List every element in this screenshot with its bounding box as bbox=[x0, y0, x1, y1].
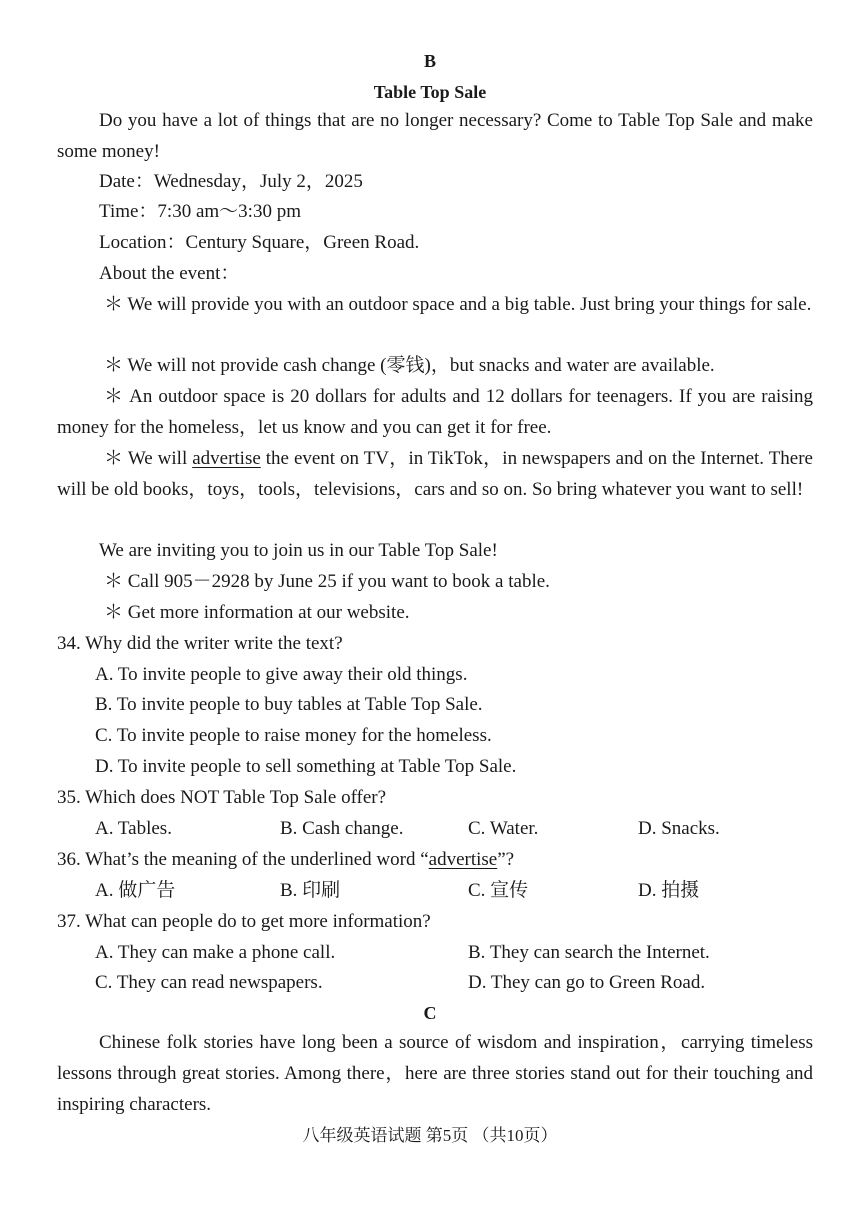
about-heading: About the event： bbox=[99, 263, 240, 284]
section-c-intro: Chinese folk stories have long been a source of wisdom and inspiration，carrying timeless lessons through great stories. Among there，here are three stories stand out for their touching and inspiring characters. bbox=[57, 1032, 813, 1115]
question-36-stem bbox=[57, 845, 514, 876]
bullet-website: ＊ Get more information at our website. bbox=[104, 602, 410, 623]
question-36-option-d: D. 拍摄 bbox=[638, 880, 700, 901]
question-34-stem: 34. Why did the writer write the text? bbox=[57, 633, 343, 654]
question-34-option-d: D. To invite people to sell something at Table Top Sale. bbox=[95, 756, 517, 777]
question-37-option-d: D. They can go to Green Road. bbox=[468, 972, 706, 993]
question-36-option-a: A. 做广告 bbox=[95, 880, 176, 901]
question-35-option-c: C. Water. bbox=[468, 818, 539, 839]
question-37-option-a: A. They can make a phone call. bbox=[95, 942, 336, 963]
question-36-stem-before: 36. What’s the meaning of the underlined word “ bbox=[57, 849, 429, 870]
event-time: Time：7:30 am～3:30 pm bbox=[99, 201, 301, 222]
section-b-letter: B bbox=[423, 51, 436, 71]
question-35-option-b: B. Cash change. bbox=[280, 818, 404, 839]
question-36-option-b: B. 印刷 bbox=[280, 880, 341, 901]
question-37-stem: 37. What can people do to get more information? bbox=[57, 911, 431, 932]
bullet-advertise-text-after: the event on TV，in TikTok，in newspapers and on the Internet. There will be old books，toys，tools，televisions，cars and so on. So bring whatever you want to sell! bbox=[57, 448, 813, 500]
question-34-option-a: A. To invite people to give away their old things. bbox=[95, 664, 468, 685]
question-37-option-b: B. They can search the Internet. bbox=[468, 942, 710, 963]
page-footer: 八年级英语试题 第5页 （共10页） bbox=[302, 1126, 558, 1145]
bullet-advertise bbox=[57, 444, 813, 506]
intro-paragraph: Do you have a lot of things that are no longer necessary? Come to Table Top Sale and make some money! bbox=[57, 110, 813, 162]
question-37-option-c: C. They can read newspapers. bbox=[95, 972, 323, 993]
passage-title: Table Top Sale bbox=[373, 82, 487, 102]
underlined-word: advertise bbox=[192, 448, 261, 469]
question-34-option-b: B. To invite people to buy tables at Table Top Sale. bbox=[95, 694, 483, 715]
question-36-option-c: C. 宣传 bbox=[468, 880, 529, 901]
question-36-underlined-word: advertise bbox=[428, 849, 498, 870]
bullet-advertise-text-before: ＊ We will bbox=[104, 448, 193, 469]
bullet-call: ＊ Call 905－2928 by June 25 if you want to book a table. bbox=[104, 571, 550, 592]
section-c-letter: C bbox=[423, 1003, 437, 1023]
question-34-option-c: C. To invite people to raise money for the homeless. bbox=[95, 725, 492, 746]
event-date: Date：Wednesday，July 2，2025 bbox=[99, 171, 363, 192]
question-35-option-d: D. Snacks. bbox=[638, 818, 720, 839]
question-35-stem: 35. Which does NOT Table Top Sale offer? bbox=[57, 787, 387, 808]
question-36-stem-after: ”? bbox=[497, 849, 515, 870]
bullet-prices: ＊ An outdoor space is 20 dollars for adults and 12 dollars for teenagers. If you are raising money for the homeless，let us know and you can get it for free. bbox=[57, 386, 813, 438]
event-location: Location：Century Square，Green Road. bbox=[99, 232, 420, 253]
question-35-option-a: A. Tables. bbox=[95, 818, 172, 839]
bullet-space-table: ＊ We will provide you with an outdoor space and a big table. Just bring your things for sale. bbox=[104, 294, 812, 315]
bullet-cash-change: ＊ We will not provide cash change (零钱)，but snacks and water are available. bbox=[104, 355, 715, 376]
invitation-line: We are inviting you to join us in our Table Top Sale! bbox=[99, 540, 498, 561]
